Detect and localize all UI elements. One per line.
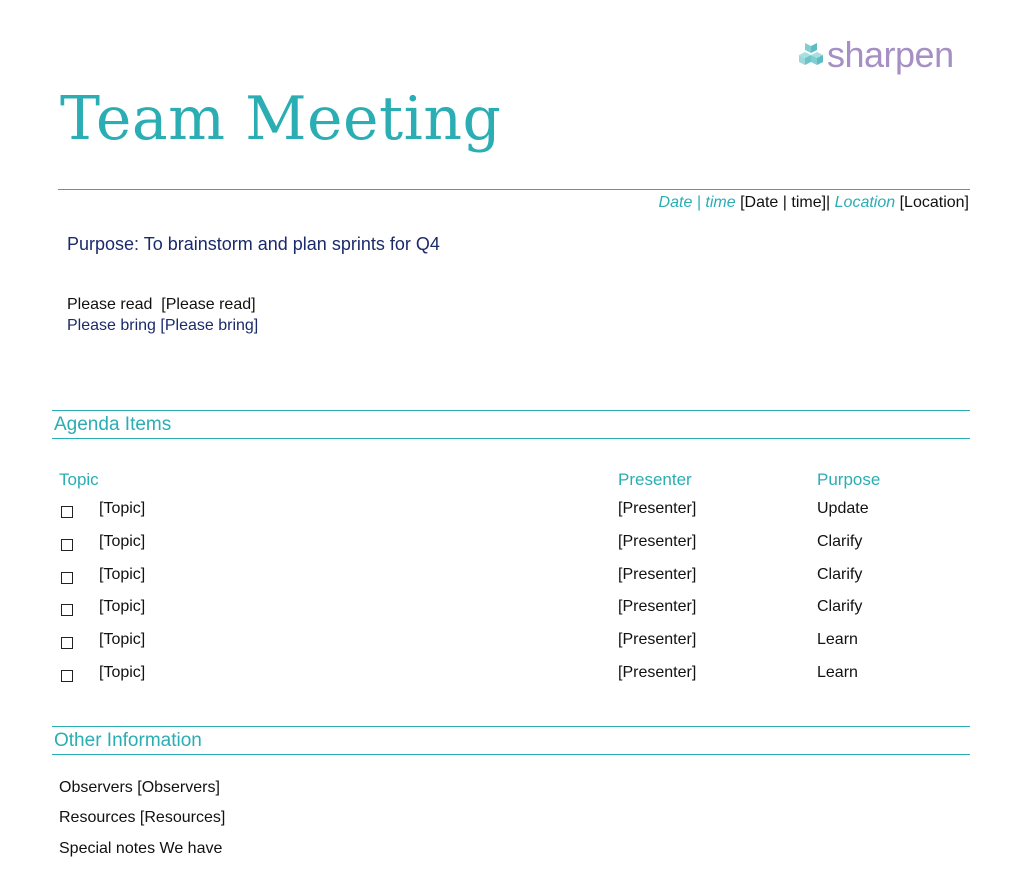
agenda-heading: Agenda Items — [54, 414, 172, 435]
agenda-row — [0, 533, 1024, 557]
column-topic: Topic — [59, 470, 99, 489]
please-bring-value[interactable]: [Please bring] — [160, 317, 259, 334]
please-read-value[interactable]: [Please read] — [161, 296, 256, 313]
agenda-checkbox[interactable] — [61, 539, 73, 551]
agenda-presenter: [Presenter] — [618, 532, 697, 550]
please-bring-label: Please bring — [67, 317, 156, 334]
date-label: Date | time — [658, 194, 736, 211]
location-label: Location — [834, 194, 896, 211]
please-read-label: Please read — [67, 296, 153, 313]
agenda-purpose: Clarify — [817, 565, 863, 583]
other-top-rule — [52, 726, 970, 727]
agenda-topic: [Topic] — [99, 565, 146, 583]
agenda-presenter: [Presenter] — [618, 664, 697, 681]
agenda-checkbox[interactable] — [61, 506, 73, 518]
agenda-purpose: Learn — [817, 631, 858, 649]
agenda-topic: [Topic] — [99, 500, 146, 517]
sharpen-logo — [797, 34, 954, 76]
location-value[interactable]: [Location] — [899, 194, 969, 211]
observers: Observers [Observers] — [59, 779, 220, 796]
please-read — [67, 296, 256, 314]
agenda-topic: [Topic] — [99, 631, 146, 649]
special-notes: Special notes We have — [59, 840, 223, 857]
date-value[interactable]: [Date | time]| — [740, 194, 831, 211]
agenda-presenter: [Presenter] — [618, 565, 697, 583]
agenda-purpose: Learn — [817, 664, 858, 681]
agenda-topic: [Topic] — [99, 598, 146, 616]
other-bottom-rule — [52, 754, 970, 755]
page-title: Team Meeting — [60, 84, 502, 154]
agenda-presenter: [Presenter] — [618, 631, 697, 649]
agenda-topic: [Topic] — [99, 532, 146, 550]
agenda-row — [0, 500, 1024, 524]
agenda-presenter: [Presenter] — [618, 598, 697, 616]
meeting-purpose: Purpose: To brainstorm and plan sprints for Q4 — [67, 234, 440, 254]
column-presenter: Presenter — [618, 470, 692, 489]
agenda-checkbox[interactable] — [61, 572, 73, 584]
agenda-purpose: Update — [817, 500, 869, 517]
please-bring — [67, 317, 258, 335]
logo-text: sharpen — [827, 34, 954, 75]
agenda-topic: [Topic] — [99, 664, 146, 681]
resources: Resources [Resources] — [59, 809, 226, 826]
column-purpose: Purpose — [817, 470, 881, 489]
meeting-meta — [659, 194, 969, 212]
agenda-top-rule — [52, 410, 970, 411]
agenda-bottom-rule — [52, 438, 970, 439]
agenda-row — [0, 664, 1024, 688]
title-divider — [58, 189, 970, 190]
agenda-presenter: [Presenter] — [618, 500, 697, 517]
logo-cube-icon — [797, 41, 823, 69]
agenda-row — [0, 598, 1024, 622]
other-heading: Other Information — [54, 730, 202, 751]
agenda-checkbox[interactable] — [61, 670, 73, 682]
agenda-purpose: Clarify — [817, 532, 863, 550]
agenda-checkbox[interactable] — [61, 604, 73, 616]
agenda-row — [0, 566, 1024, 590]
agenda-purpose: Clarify — [817, 598, 863, 616]
agenda-checkbox[interactable] — [61, 637, 73, 649]
agenda-row — [0, 631, 1024, 655]
